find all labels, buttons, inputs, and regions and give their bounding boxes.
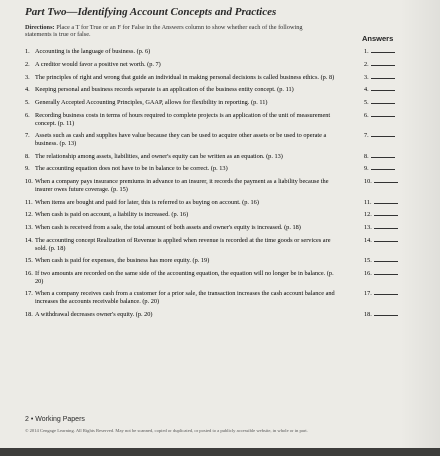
answer-blank[interactable] — [364, 237, 398, 245]
answer-line — [374, 315, 398, 316]
question-text: When a company pays insurance premiums in advance to an insurer, it records the payment as a liability because the insurer owes future coverage. (p. 15) — [35, 178, 329, 193]
answer-line — [371, 90, 395, 91]
answer-number: 5. — [364, 99, 369, 107]
answer-line — [374, 241, 398, 242]
answer-number: 15. — [364, 257, 372, 265]
answer-blank[interactable] — [364, 48, 395, 56]
answer-blank[interactable] — [364, 224, 398, 232]
question-text: The relationship among assets, liabilities, and owner's equity can be written as an equation. (p. 13) — [35, 152, 283, 160]
answer-blank[interactable] — [364, 290, 398, 298]
question-number: 11. — [25, 198, 33, 206]
question-number: 7. — [25, 132, 30, 140]
question-number: 18. — [25, 310, 33, 318]
question-item — [25, 198, 372, 207]
answer-line — [374, 274, 398, 275]
question-item — [25, 99, 369, 107]
answer-number: 14. — [364, 236, 372, 244]
question-number: 13. — [25, 224, 33, 232]
answer-number: 3. — [364, 73, 369, 81]
background-strip — [0, 448, 440, 456]
question-item — [25, 257, 372, 265]
answers-column-header: Answers — [362, 34, 394, 43]
question-number: 6. — [25, 111, 30, 119]
answer-number: 11. — [364, 198, 372, 206]
question-text: The principles of right and wrong that guide an individual in making personal decisions is called business ethics. (p. 8) — [35, 73, 335, 81]
question-number: 10. — [25, 178, 33, 186]
question-list — [25, 48, 433, 324]
directions-label: Directions: — [25, 24, 55, 31]
question-text: Keeping personal and business records separate is an application of the business entity concept. (p. 11) — [35, 86, 294, 94]
answer-blank[interactable] — [364, 112, 395, 120]
answer-number: 2. — [364, 60, 369, 68]
question-item — [25, 73, 369, 82]
question-text: Generally Accepted Accounting Principles, GAAP, allows for flexibility in reporting. (p. 11) — [35, 99, 268, 107]
page-footer-label: 2 • Working Papers — [25, 416, 85, 423]
answer-line — [374, 215, 398, 216]
question-item — [25, 310, 372, 319]
answer-number: 10. — [364, 178, 372, 186]
question-item — [25, 270, 372, 285]
question-text: When cash is paid on account, a liability is increased. (p. 16) — [35, 211, 189, 219]
copyright-notice: © 2014 Cengage Learning. All Rights Reserved. May not be scanned, copied or duplicated, or posted to a publicly accessible website, in whole or in part. — [25, 428, 308, 433]
answer-line — [371, 116, 395, 117]
question-item — [25, 178, 372, 193]
answer-line — [371, 136, 395, 137]
question-item — [25, 111, 369, 127]
question-item — [25, 236, 372, 252]
question-text: When cash is received from a sale, the total amount of both assets and owner's equity is increased. (p. 18) — [35, 224, 301, 232]
question-number: 5. — [25, 99, 30, 107]
answer-line — [374, 261, 398, 262]
answer-blank[interactable] — [364, 132, 395, 140]
question-number: 4. — [25, 86, 30, 94]
question-number: 2. — [25, 60, 30, 68]
answer-number: 1. — [364, 48, 369, 55]
question-text: Accounting is the language of business. (p. 6) — [35, 48, 151, 55]
answer-blank[interactable] — [364, 311, 398, 319]
answer-blank[interactable] — [364, 86, 395, 94]
question-item — [25, 290, 372, 306]
answer-number: 8. — [364, 152, 369, 160]
question-text: The accounting equation does not have to be in balance to be correct. (p. 13) — [35, 165, 228, 173]
answer-line — [371, 103, 395, 104]
answer-line — [374, 228, 398, 229]
question-text: A withdrawal decreases owner's equity. (p. 20) — [35, 310, 153, 318]
question-number: 17. — [25, 290, 33, 298]
answer-line — [374, 294, 398, 295]
question-item — [25, 224, 372, 232]
question-number: 8. — [25, 152, 30, 160]
question-number: 1. — [25, 48, 30, 55]
answer-number: 9. — [364, 165, 369, 173]
question-item — [25, 48, 369, 56]
question-text: Recording business costs in terms of hours required to complete projects is an application of the unit of measurement concept. (p. 11) — [35, 111, 331, 127]
answer-number: 17. — [364, 290, 372, 298]
question-number: 12. — [25, 211, 33, 219]
answer-blank[interactable] — [364, 61, 395, 69]
question-number: 9. — [25, 165, 30, 173]
question-item — [25, 152, 369, 161]
question-text: When items are bought and paid for later, this is referred to as buying on account. (p. 16) — [35, 198, 259, 206]
answer-number: 7. — [364, 132, 369, 140]
answer-blank[interactable] — [364, 211, 398, 219]
question-number: 14. — [25, 236, 33, 244]
answer-blank[interactable] — [364, 178, 398, 186]
question-text: Assets such as cash and supplies have value because they can be used to acquire other assets or be used to operate a business. (p. 13) — [35, 132, 327, 147]
answer-blank[interactable] — [364, 199, 398, 207]
answer-blank[interactable] — [364, 74, 395, 82]
answer-blank[interactable] — [364, 165, 395, 173]
directions-text: Place a T for True or an F for False in the Answers column to show whether each of the following statements is true or false. — [25, 24, 303, 39]
question-text: If two amounts are recorded on the same side of the accounting equation, the equation will no longer be in balance. (p. 20) — [35, 270, 334, 285]
answer-line — [371, 169, 395, 170]
answer-line — [371, 65, 395, 66]
answer-blank[interactable] — [364, 257, 398, 265]
answer-number: 4. — [364, 86, 369, 94]
answer-number: 12. — [364, 211, 372, 219]
question-number: 16. — [25, 270, 33, 278]
question-text: A creditor would favor a positive net worth. (p. 7) — [35, 60, 161, 68]
question-item — [25, 60, 369, 69]
answer-blank[interactable] — [364, 153, 395, 161]
answer-number: 16. — [364, 270, 372, 278]
page-title: Part Two—Identifying Account Concepts and Practices — [25, 6, 277, 18]
answer-blank[interactable] — [364, 270, 398, 278]
question-text: The accounting concept Realization of Revenue is applied when revenue is recorded at the time goods or services are sold. (p. 18) — [35, 236, 331, 252]
question-text: When a company receives cash from a customer for a prior sale, the transaction increases the cash account balance and increases the accounts receivable balance. (p. 20) — [35, 290, 335, 306]
answer-line — [374, 203, 398, 204]
question-text: When cash is paid for expenses, the business has more equity. (p. 19) — [35, 257, 210, 265]
question-number: 3. — [25, 73, 30, 81]
answer-number: 18. — [364, 310, 372, 318]
question-item — [25, 211, 372, 219]
question-number: 15. — [25, 257, 33, 265]
answer-blank[interactable] — [364, 99, 395, 107]
directions — [25, 24, 325, 39]
question-item — [25, 86, 369, 94]
answer-line — [371, 52, 395, 53]
question-item — [25, 132, 369, 147]
answer-number: 6. — [364, 111, 369, 119]
answer-line — [371, 78, 395, 79]
answer-line — [374, 182, 398, 183]
question-item — [25, 165, 369, 173]
answer-number: 13. — [364, 224, 372, 232]
answer-line — [371, 157, 395, 158]
